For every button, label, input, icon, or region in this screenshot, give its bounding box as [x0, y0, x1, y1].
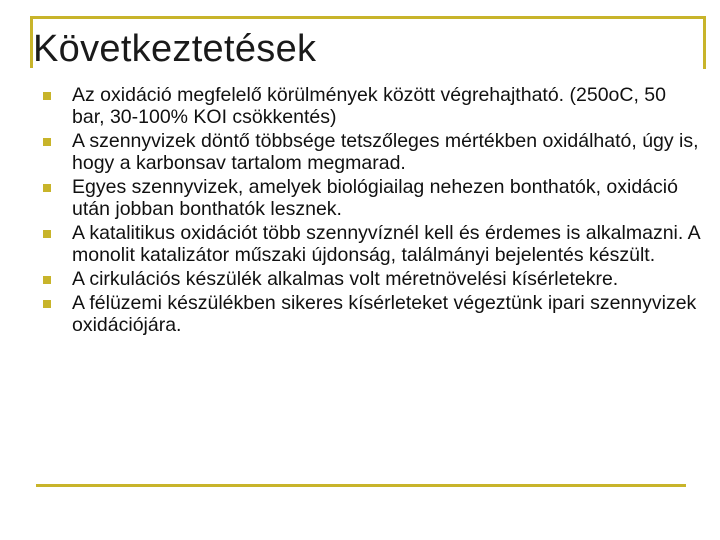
bullet-text: Az oxidáció megfelelő körülmények között végrehajtható. (250oC, 50 bar, 30-100% KOI csökkentés) [72, 84, 666, 128]
square-bullet-icon [43, 92, 51, 100]
bullet-item [40, 84, 700, 128]
bullet-item [40, 130, 700, 174]
title-frame-right-line [703, 16, 706, 69]
bullet-item [40, 268, 700, 290]
bullet-item [40, 292, 700, 336]
footer-divider-line [36, 484, 686, 487]
bullet-list [40, 84, 700, 338]
square-bullet-icon [43, 300, 51, 308]
bullet-text: A félüzemi készülékben sikeres kísérleteket végeztünk ipari szennyvizek oxidációjára. [72, 292, 697, 336]
square-bullet-icon [43, 184, 51, 192]
bullet-text: A szennyvizek döntő többsége tetszőleges mértékben oxidálható, úgy is, hogy a karbonsav tartalom megmarad. [72, 130, 699, 174]
bullet-item [40, 222, 700, 266]
slide-title: Következtetések [33, 28, 317, 70]
square-bullet-icon [43, 138, 51, 146]
square-bullet-icon [43, 230, 51, 238]
bullet-text: A katalitikus oxidációt több szennyvíznél kell és érdemes is alkalmazni. A monolit katalizátor műszaki újdonság, találmányi bejelentés készült. [72, 222, 700, 266]
bullet-item [40, 176, 700, 220]
bullet-text: Egyes szennyvizek, amelyek biológiailag nehezen bonthatók, oxidáció után jobban bonthatók lesznek. [72, 176, 678, 220]
title-frame-top-line [30, 16, 706, 19]
square-bullet-icon [43, 276, 51, 284]
bullet-text: A cirkulációs készülék alkalmas volt méretnövelési kísérletekre. [72, 268, 619, 290]
